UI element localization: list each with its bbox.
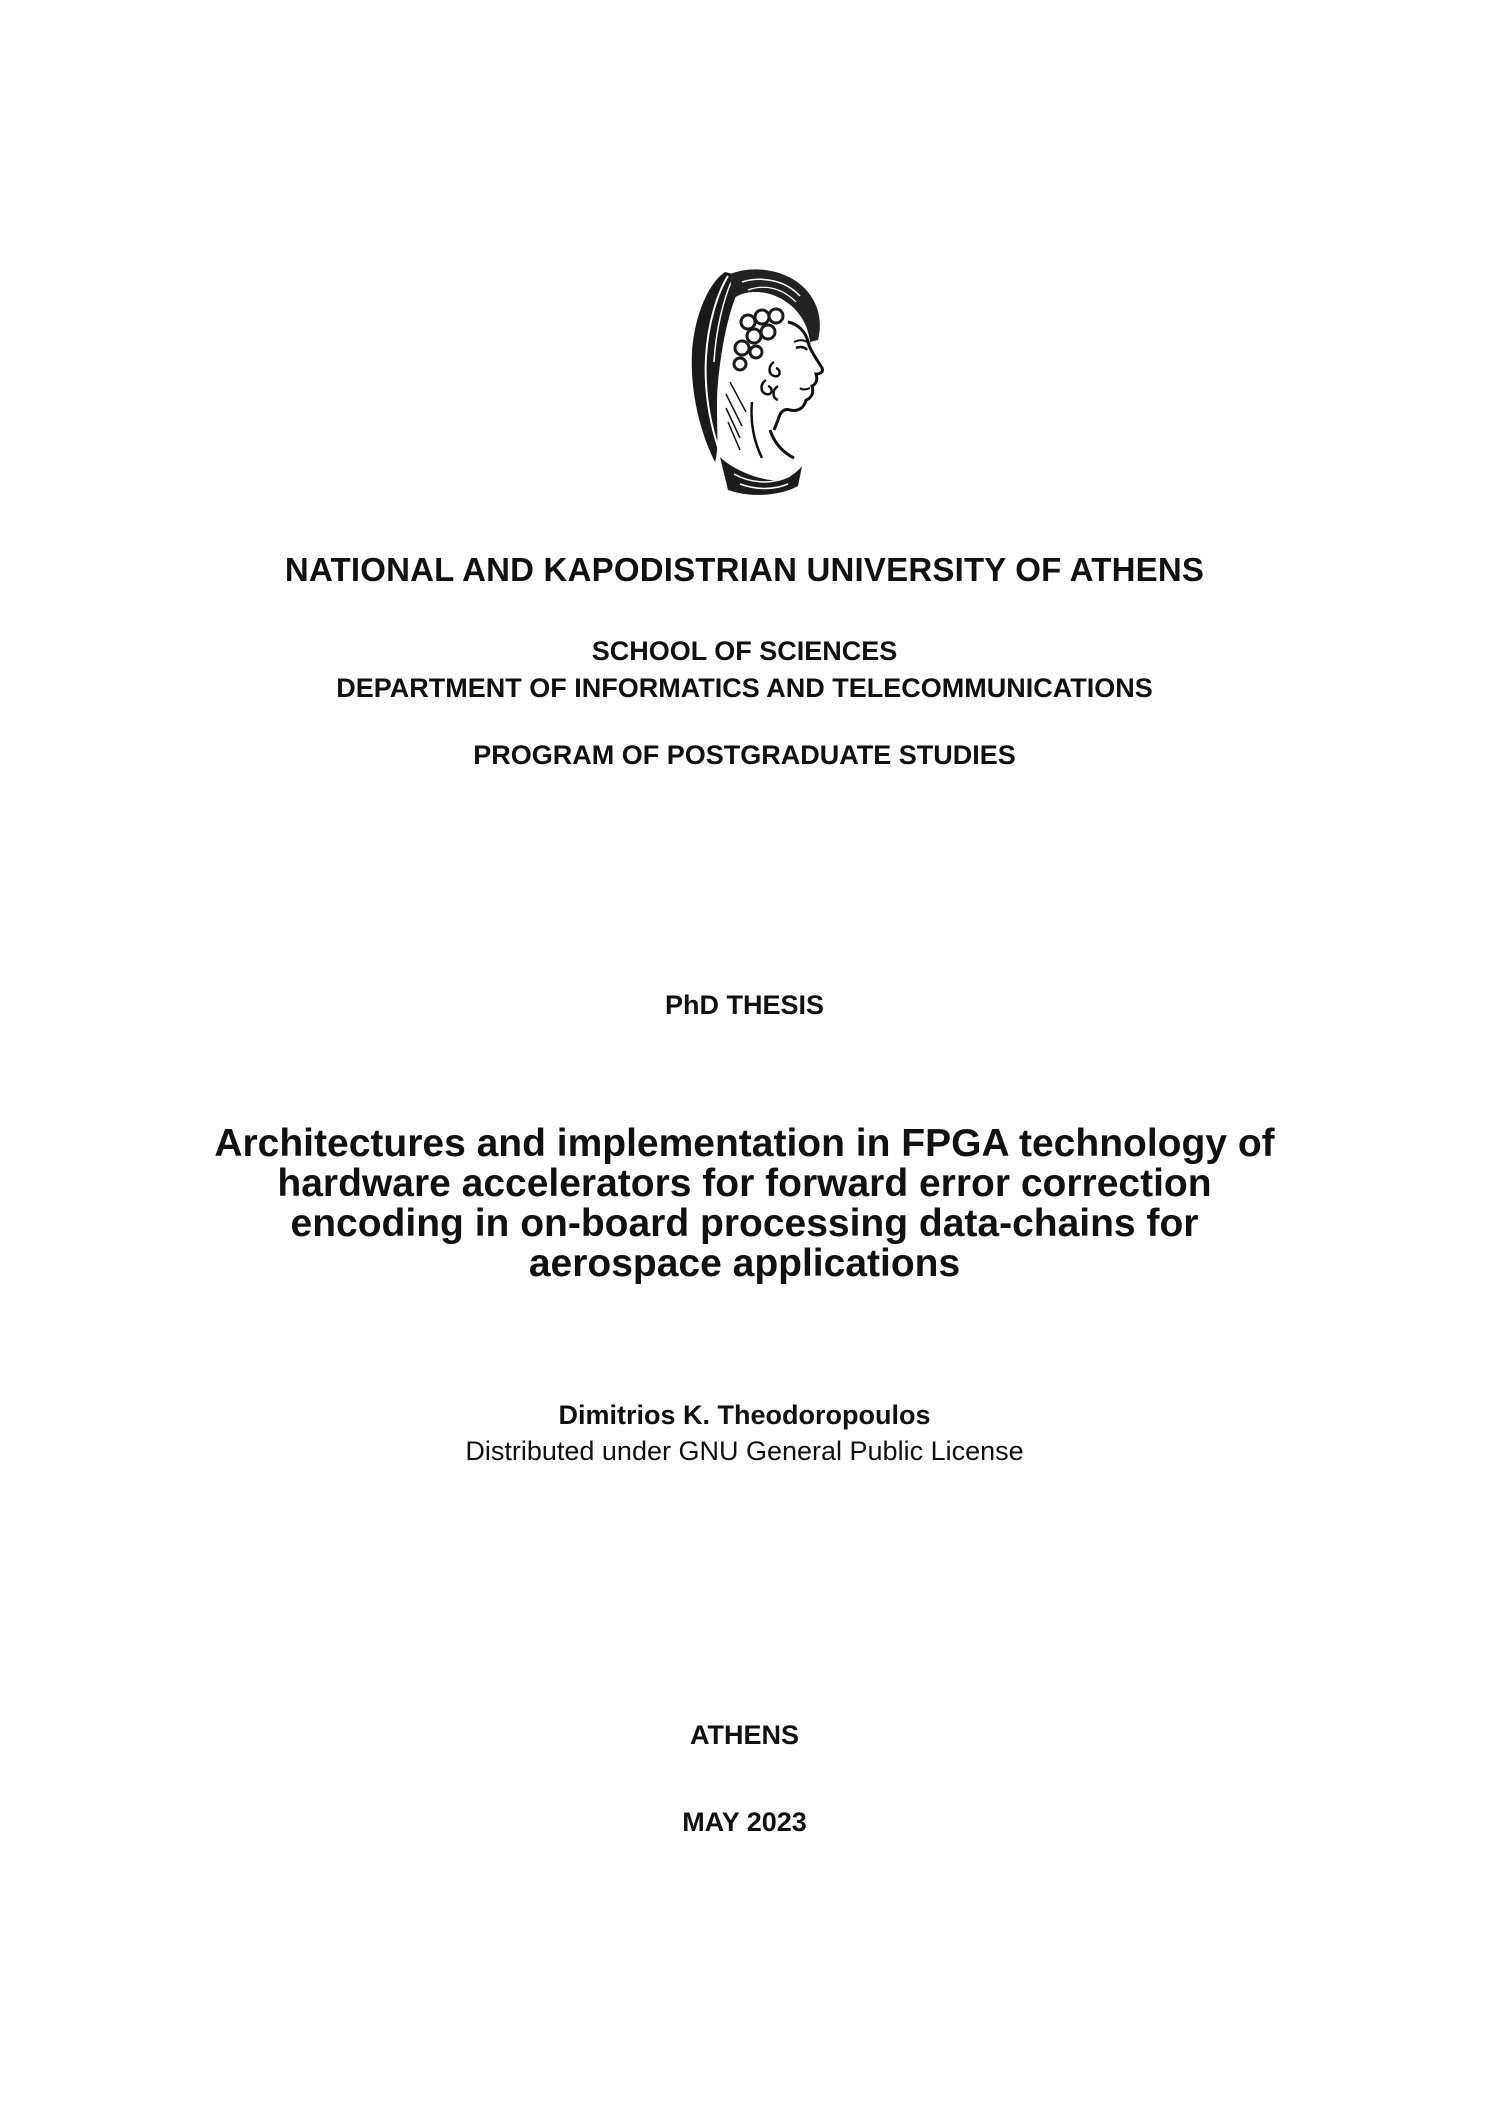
publication-date: MAY 2023 [682,1807,807,1837]
school-name: SCHOOL OF SCIENCES [591,636,898,666]
document-type: PhD THESIS [664,990,825,1020]
thesis-title-line: Architectures and implementation in FPGA technology of [214,1122,1275,1165]
author-name: Dimitrios K. Theodoropoulos [558,1400,931,1430]
university-name: NATIONAL AND KAPODISTRIAN UNIVERSITY OF ATHENS [284,551,1205,588]
department-name: DEPARTMENT OF INFORMATICS AND TELECOMMUNICATIONS [336,673,1153,703]
thesis-title-line: hardware accelerators for forward error correction [277,1162,1212,1205]
city: ATHENS [689,1720,799,1750]
program-name: PROGRAM OF POSTGRADUATE STUDIES [473,740,1016,770]
thesis-title-line: aerospace applications [528,1242,961,1285]
thesis-title [0,1124,1489,1284]
license-notice: Distributed under GNU General Public License [465,1436,1024,1466]
athena-head-emblem-icon [670,262,840,502]
school-and-department [0,633,1489,707]
thesis-title-line: encoding in on-board processing data-chains for [290,1202,1199,1245]
